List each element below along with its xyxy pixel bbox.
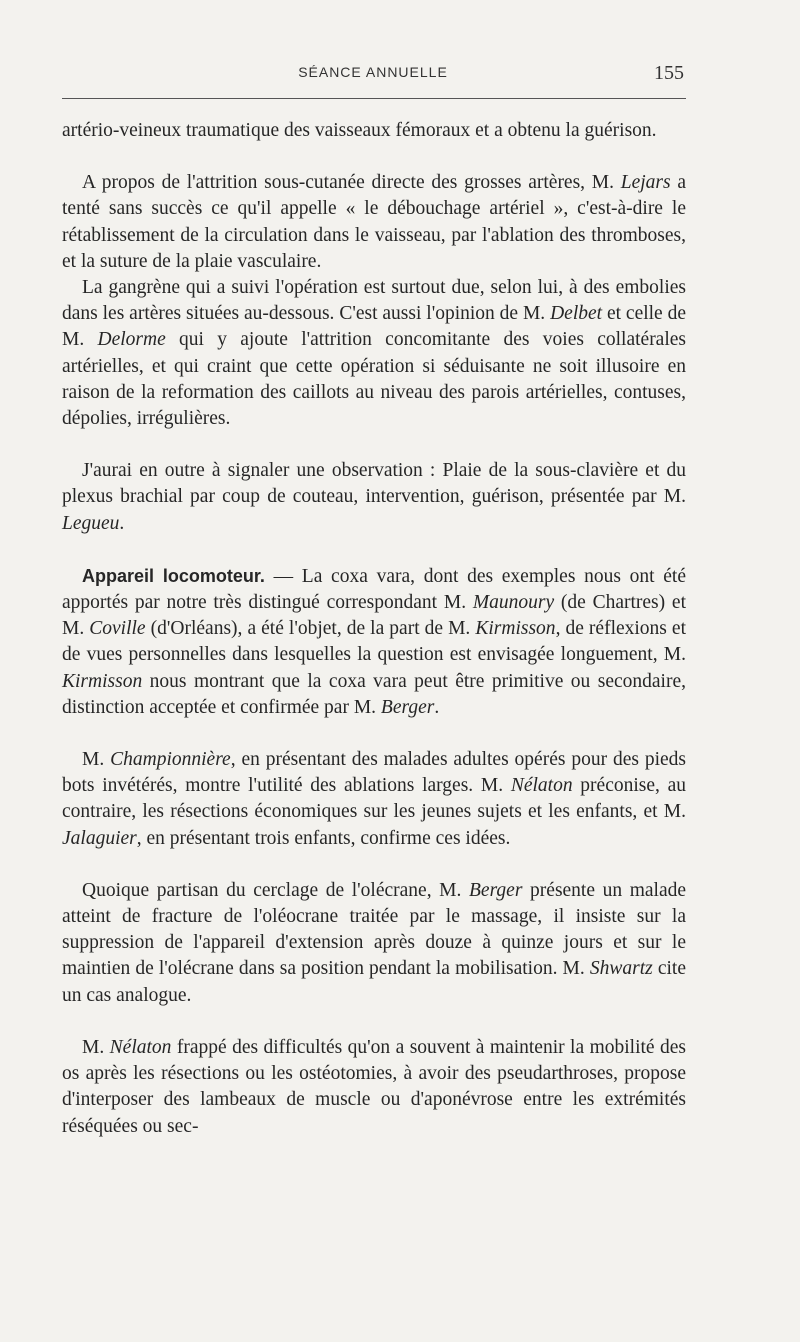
text-run: Quoique partisan du cerclage de l'olécrane, M. <box>82 879 469 901</box>
author-name: Nélaton <box>510 775 573 797</box>
author-name: Kirmisson <box>475 618 556 640</box>
text-run: a tenté sans succès ce qu'il appelle « le débouchage artériel », c'est-à-dire le rétablissement de la circulation dans le vaisseau, par l'ablation des thromboses, et la suture de la plaie vasculaire. <box>62 172 687 272</box>
text-run: — La coxa vara, dont des exemples nous ont été apportés par notre très distingué correspondant M. <box>62 565 686 614</box>
page-header <box>62 62 684 90</box>
text-run: J'aurai en outre à signaler une observation : Plaie de la sous-clavière et du plexus brachial par coup de couteau, intervention, guérison, présentée par M. <box>62 460 686 508</box>
author-name: Lejars <box>620 172 671 194</box>
text-run: et celle de M. <box>62 303 687 351</box>
paragraph-1 <box>62 118 686 144</box>
text-run: , en présentant des malades adultes opérés pour des pieds bots invétérés, montre l'utilité des ablations larges. M. <box>62 749 686 797</box>
author-name: Shwartz <box>589 958 653 980</box>
paragraph-7 <box>62 878 686 1009</box>
text-run: frappé des difficultés qu'on a souvent à maintenir la mobilité des os après les résections ou les ostéotomies, à avoir des pseudarthroses, propose d'interposer des lambeaux de muscle ou d'aponévrose entre les extrémités réséquées ou sec- <box>62 1036 686 1137</box>
author-name: Coville <box>89 618 146 640</box>
body-text <box>62 118 686 1140</box>
author-name: Championnière <box>110 749 231 771</box>
text-run: présente un malade atteint de fracture de l'oléocrane traitée par le massage, il insiste sur la suppression de l'appareil d'extension après douze à quinze jours et sur le maintien de l'olécrane dans sa position pendant la mobilisation. M. <box>62 879 687 980</box>
text-run: , en présentant trois enfants, confirme ces idées. <box>136 827 511 849</box>
text-run: La gangrène qui a suivi l'opération est surtout due, selon lui, à des embolies dans les artères situées au-dessous. C'est aussi l'opinion de M. <box>62 277 686 325</box>
text-run: (d'Orléans), a été l'objet, de la part de M. <box>145 618 476 640</box>
paragraph-3 <box>62 275 686 432</box>
header-rule <box>62 98 686 99</box>
author-name: Nélaton <box>109 1036 172 1058</box>
paragraph-6 <box>62 747 686 852</box>
paragraph-5 <box>62 563 686 721</box>
text-run: préconise, au contraire, les résections économiques sur les jeunes sujets et les enfants, et M. <box>62 775 686 823</box>
text-run: artério-veineux traumatique des vaisseaux fémoraux et a obtenu la guérison. <box>62 120 657 141</box>
text-run: , de réflexions et de vues personnelles dans lesquelles la question est envisagée longuement, M. <box>62 618 687 666</box>
author-name: Berger <box>469 879 523 901</box>
author-name: Delorme <box>97 329 166 351</box>
author-name: Legueu <box>62 512 120 534</box>
running-title: SÉANCE ANNUELLE <box>298 64 448 80</box>
paragraph-8 <box>62 1035 686 1140</box>
author-name: Berger <box>380 696 435 718</box>
author-name: Delbet <box>550 303 603 325</box>
author-name: Jalaguier <box>62 827 137 849</box>
text-run: . <box>434 696 440 718</box>
paragraph-2 <box>62 170 686 275</box>
text-run: nous montrant que la coxa vara peut être primitive ou secondaire, distinction acceptée et confirmée par M. <box>62 670 686 718</box>
text-run: qui y ajoute l'attrition concomitante des voies collatérales artérielles, et qui craint que cette opération si séduisante ne soit illusoire en raison de la reformation des caillots au niveau des parois artérielles, contuses, dépolies, irrégulières. <box>62 329 686 430</box>
author-name: Kirmisson <box>62 670 143 692</box>
author-name: Maunoury <box>472 592 555 614</box>
section-heading: Appareil locomoteur. <box>82 565 265 586</box>
text-run: M. <box>82 1036 110 1058</box>
text-run: . <box>119 512 125 534</box>
text-run: cite un cas analogue. <box>62 958 686 1006</box>
page-number: 155 <box>654 62 684 84</box>
text-run: A propos de l'attrition sous-cutanée directe des grosses artères, M. <box>82 172 621 194</box>
text-run: M. <box>82 749 111 771</box>
text-run: (de Chartres) et M. <box>62 592 686 640</box>
paragraph-4 <box>62 458 686 537</box>
